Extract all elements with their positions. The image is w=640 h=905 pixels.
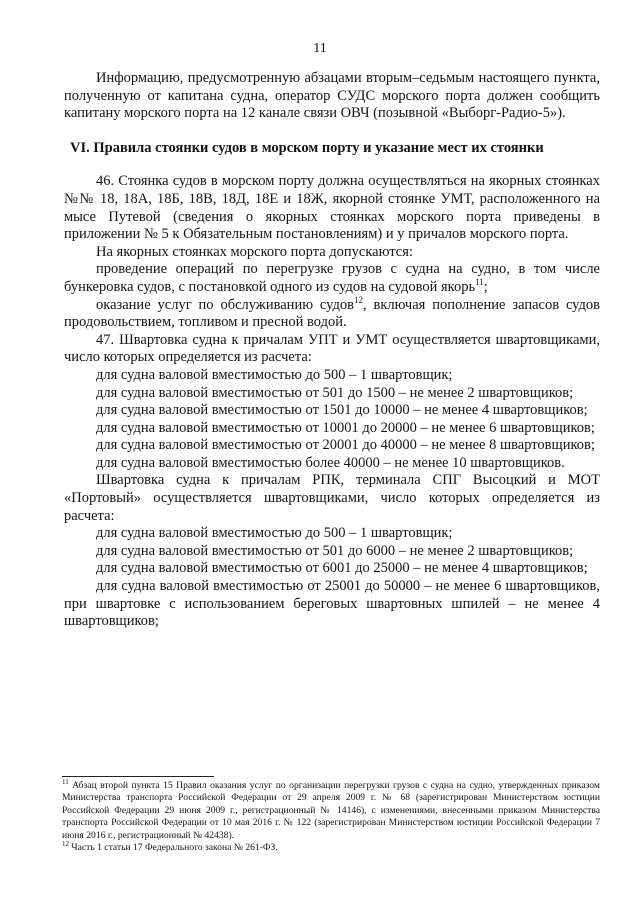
paragraph-services — [64, 294, 600, 332]
list-item: для судна валовой вместимостью от 501 до 1500 – не менее 2 швартовщиков; — [96, 384, 574, 401]
paragraph-vts-info: Информацию, предусмотренную абзацами вторым–седьмым настоящего пункта, полученную от капитана судна, оператор СУДС морского порта должен сообщить капитану морского порта на 12 канале связи ОВЧ (позывной «Выборг-Радио-5»). — [64, 70, 600, 122]
list-item: для судна валовой вместимостью от 6001 до 25000 – не менее 4 швартовщиков; — [96, 560, 588, 577]
footnote-text: Часть 1 статьи 17 Федерального закона № 261-ФЗ. — [69, 842, 278, 854]
footnotes — [62, 777, 600, 854]
list-item: для судна валовой вместимостью более 40000 – не менее 10 швартовщиков. — [96, 454, 565, 471]
paragraph-rpk-mooring: Швартовка судна к причалам РПК, терминала СПГ Высоцкий и МОТ «Портовый» осуществляется швартовщиками, число которых определяется из расчета: — [64, 472, 600, 524]
footnote-12 — [62, 839, 600, 854]
footnote-text: Абзац второй пункта 15 Правил оказания услуг по организации перегрузки грузов с судна на судно, утвержденных приказом Министерства транспорта Российской Федерации от 29 апреля 2009 г. № 68 (зарегистрирован Министерством юстиции Российской Федерации 29 июня 2009 г., регистрационный № 14146), с изменениями, внесенными приказом Министерства транспорта Российской Федерации от 10 мая 2016 г. № 122 (зарегистрирован Министерством юстиции Российской Федерации 7 июня 2016 г., регистрационный № 42438). — [62, 780, 600, 841]
section-heading: VI. Правила стоянки судов в морском порту и указание мест их стоянки — [70, 139, 544, 156]
paragraph-47: 47. Швартовка судна к причалам УПТ и УМТ осуществляется швартовщиками, число которых определяется из расчета: — [64, 331, 600, 366]
transshipment-text: проведение операций по перегрузке грузов с судна на судно, в том числе бункеровка судов, с постановкой одного из судов на судовой якорь — [64, 261, 600, 295]
page-number: 11 — [313, 41, 327, 56]
paragraph-transshipment — [64, 261, 600, 296]
services-text: оказание услуг по обслуживанию судов — [96, 296, 354, 313]
list-item: для судна валовой вместимостью от 25001 до 50000 – не менее 6 швартовщиков, при швартовке с использованием береговых швартовных шпилей – не менее 4 швартовщиков; — [64, 578, 600, 630]
paragraph-anchorage-allowed: На якорных стоянках морского порта допускаются: — [96, 243, 413, 260]
services-text-cont: , включая пополнение запасов судов продовольствием, топливом и пресной водой. — [64, 296, 600, 331]
list-item: для судна валовой вместимостью до 500 – 1 швартовщик; — [96, 366, 453, 383]
footnote-mark: 11 — [62, 777, 69, 786]
footnote-ref-12: 12 — [354, 294, 363, 305]
list-item: для судна валовой вместимостью от 1501 до 10000 – не менее 4 швартовщиков; — [96, 402, 588, 419]
document-body — [64, 70, 600, 631]
semicolon: ; — [483, 278, 488, 295]
list-item: для судна валовой вместимостью от 501 до 6000 – не менее 2 швартовщиков; — [96, 542, 574, 559]
list-item: для судна валовой вместимостью от 10001 до 20000 – не менее 6 швартовщиков; — [96, 419, 595, 436]
footnote-11 — [62, 777, 600, 842]
paragraph-46: 46. Стоянка судов в морском порту должна осуществляться на якорных стоянках №№ 18, 18А, 18Б, 18В, 18Д, 18Е и 18Ж, якорной стоянке УМТ, расположенного на мысе Путевой (сведения о якорных стоянках морского порта приведены в приложении № 5 к Обязательным постановлениям) и у причалов морского порта. — [64, 173, 600, 243]
footnote-mark: 12 — [62, 839, 69, 848]
footnote-separator — [62, 776, 214, 777]
footnote-ref-11: 11 — [475, 277, 484, 288]
list-item: для судна валовой вместимостью до 500 – 1 швартовщик; — [96, 525, 453, 542]
list-item: для судна валовой вместимостью от 20001 до 40000 – не менее 8 швартовщиков; — [96, 437, 595, 454]
